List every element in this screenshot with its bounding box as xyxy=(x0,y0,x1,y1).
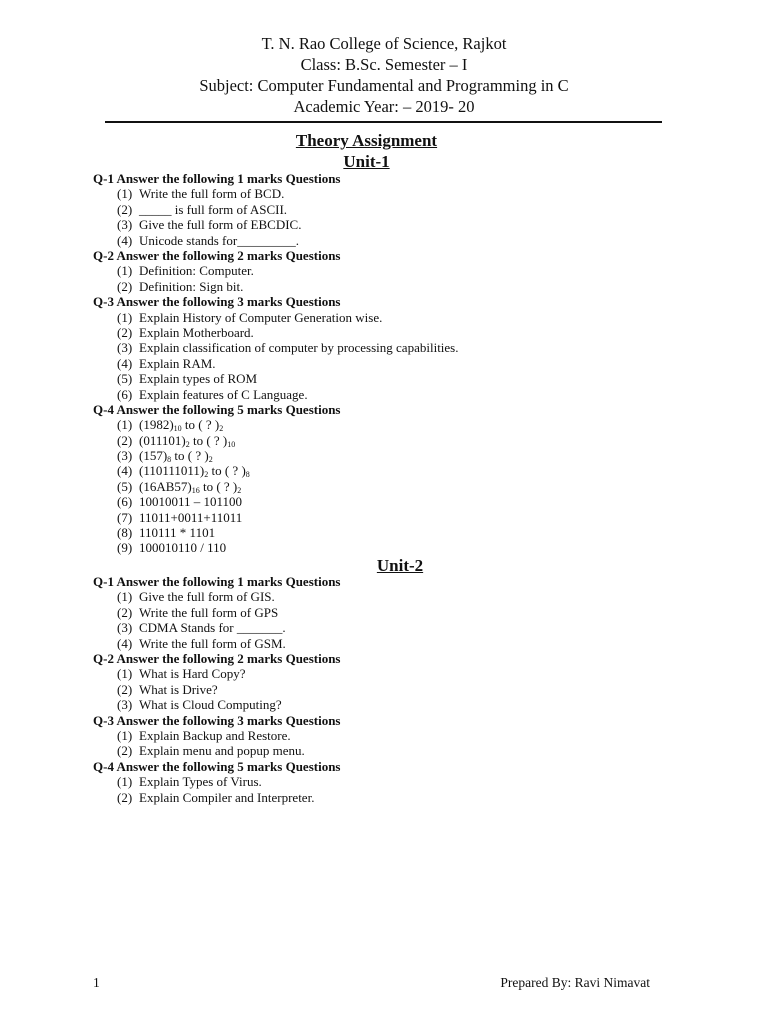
item-text-part: (110111011) xyxy=(139,463,205,479)
question-item xyxy=(93,186,341,201)
page-number: 1 xyxy=(93,975,100,990)
item-text-part: to ( ? ) xyxy=(171,448,209,464)
item-text: Explain Backup and Restore. xyxy=(139,727,291,743)
item-number: (3) xyxy=(117,448,133,464)
item-text: Explain RAM. xyxy=(139,355,216,371)
unit-2-content xyxy=(93,574,341,805)
item-text-part: (157) xyxy=(139,448,168,464)
question-heading: Q-4 Answer the following 5 marks Questions xyxy=(93,758,341,774)
item-text: Definition: Sign bit. xyxy=(139,278,244,294)
class-line: Class: B.Sc. Semester – I xyxy=(300,55,468,74)
question-item xyxy=(93,263,341,278)
question-heading: Q-3 Answer the following 3 marks Questions xyxy=(93,294,341,310)
item-number: (1) xyxy=(117,727,133,743)
question-item xyxy=(93,309,383,325)
question-item xyxy=(93,790,341,805)
question-item xyxy=(93,356,341,371)
question-heading: Q-4 Answer the following 5 marks Questions xyxy=(93,401,341,417)
header-divider xyxy=(105,121,662,123)
item-text: Explain types of ROM xyxy=(139,371,258,387)
item-text: Explain Compiler and Interpreter. xyxy=(139,789,315,805)
item-number: (3) xyxy=(117,340,133,356)
question-item xyxy=(93,325,341,340)
item-number: (3) xyxy=(117,217,133,233)
subject-line: Subject: Computer Fundamental and Programming in C xyxy=(199,76,569,95)
number-base: 16 xyxy=(191,485,200,495)
item-number: (4) xyxy=(117,463,133,479)
question-item xyxy=(93,605,341,620)
item-text-part: (16AB57) xyxy=(139,478,192,494)
item-number: (1) xyxy=(117,186,133,202)
item-text: Write the full form of GSM. xyxy=(139,635,286,651)
item-number: (1) xyxy=(117,774,133,790)
item-text xyxy=(139,417,223,432)
question-item xyxy=(93,525,341,540)
question-heading: Q-2 Answer the following 2 marks Questions xyxy=(93,247,341,263)
number-base: 2 xyxy=(208,455,213,465)
question-item xyxy=(93,636,341,651)
item-number: (9) xyxy=(117,540,133,556)
item-number: (5) xyxy=(117,478,133,494)
item-number: (2) xyxy=(117,201,133,217)
question-item xyxy=(93,417,341,432)
item-text xyxy=(139,463,250,478)
item-text: Explain Types of Virus. xyxy=(139,774,262,790)
item-text: Write the full form of BCD. xyxy=(139,186,285,202)
item-text: Give the full form of EBCDIC. xyxy=(139,217,302,233)
question-item xyxy=(93,666,341,681)
question-item xyxy=(93,463,341,478)
item-text: Explain menu and popup menu. xyxy=(139,743,305,759)
unit-1-title: Unit-1 xyxy=(343,152,390,171)
document-header xyxy=(0,33,768,117)
question-item xyxy=(93,620,341,635)
question-item xyxy=(93,682,341,697)
item-text: Definition: Computer. xyxy=(139,263,254,279)
question-item xyxy=(93,433,341,448)
item-number: (8) xyxy=(117,525,133,541)
question-item xyxy=(93,728,341,743)
question-heading: Q-1 Answer the following 1 marks Questions xyxy=(93,574,341,589)
item-text: _____ is full form of ASCII. xyxy=(139,201,288,217)
item-text-part: (1982) xyxy=(139,417,174,433)
item-number: (4) xyxy=(117,355,133,371)
academic-year: Academic Year: – 2019- 20 xyxy=(293,97,475,116)
assignment-title: Theory Assignment xyxy=(295,131,438,150)
question-item xyxy=(93,233,341,248)
item-text: 100010110 / 110 xyxy=(139,540,227,556)
question-item xyxy=(93,510,341,525)
question-heading: Q-2 Answer the following 2 marks Questions xyxy=(93,650,341,666)
question-item xyxy=(93,279,341,294)
question-item xyxy=(93,202,341,217)
item-text: Explain Motherboard. xyxy=(139,324,254,340)
item-number: (2) xyxy=(117,278,133,294)
item-text: Explain features of C Language. xyxy=(139,386,308,402)
question-item xyxy=(93,340,459,356)
item-text: 11011+0011+11011 xyxy=(139,509,243,525)
prepared-by: Prepared By: Ravi Nimavat xyxy=(500,975,650,990)
question-item xyxy=(93,479,341,494)
question-item xyxy=(93,494,341,509)
question-item xyxy=(93,743,341,758)
question-item xyxy=(93,540,341,555)
item-text: Write the full form of GPS xyxy=(139,604,279,620)
item-text: Explain classification of computer by processing capabilities. xyxy=(139,340,459,356)
item-number: (2) xyxy=(117,604,133,620)
number-base: 2 xyxy=(185,439,190,449)
question-item xyxy=(93,448,341,463)
unit-1-content xyxy=(93,171,459,556)
item-text xyxy=(139,479,241,494)
question-heading: Q-1 Answer the following 1 marks Questions xyxy=(93,171,341,186)
item-text-part: (011101) xyxy=(139,432,186,448)
item-number: (4) xyxy=(117,232,133,248)
item-text: What is Hard Copy? xyxy=(139,666,246,682)
item-number: (6) xyxy=(117,386,133,402)
number-base: 2 xyxy=(204,470,209,480)
item-number: (3) xyxy=(117,620,133,636)
item-text: What is Drive? xyxy=(139,681,218,697)
item-text-part: to ( ? ) xyxy=(181,417,220,433)
item-text xyxy=(139,448,213,463)
item-number: (7) xyxy=(117,509,133,525)
item-number: (1) xyxy=(117,263,133,279)
question-item xyxy=(93,217,341,232)
number-base: 2 xyxy=(219,424,224,434)
number-base: 8 xyxy=(167,455,172,465)
question-heading: Q-3 Answer the following 3 marks Questions xyxy=(93,712,341,728)
item-number: (2) xyxy=(117,432,133,448)
item-number: (1) xyxy=(117,417,133,433)
item-text: What is Cloud Computing? xyxy=(139,697,282,713)
number-base: 8 xyxy=(245,470,250,480)
item-number: (1) xyxy=(117,666,133,682)
item-number: (2) xyxy=(117,789,133,805)
item-number: (1) xyxy=(117,309,133,325)
item-text: 110111 * 1101 xyxy=(139,525,216,541)
question-item xyxy=(93,371,341,386)
item-text: Explain History of Computer Generation wise. xyxy=(139,309,383,325)
number-base: 10 xyxy=(227,439,236,449)
item-text: 10010011 – 101100 xyxy=(139,494,243,510)
item-number: (2) xyxy=(117,681,133,697)
question-item xyxy=(93,387,341,402)
unit-2-title: Unit-2 xyxy=(376,556,424,575)
item-text-part: to ( ? ) xyxy=(199,478,238,494)
item-text: Give the full form of GIS. xyxy=(139,589,275,605)
item-number: (4) xyxy=(117,635,133,651)
college-name: T. N. Rao College of Science, Rajkot xyxy=(261,34,507,53)
item-text: Unicode stands for_________. xyxy=(139,232,299,248)
item-number: (2) xyxy=(117,324,133,340)
item-number: (2) xyxy=(117,743,133,759)
question-item xyxy=(93,774,341,789)
item-number: (5) xyxy=(117,371,133,387)
item-text-part: to ( ? ) xyxy=(189,432,228,448)
number-base: 10 xyxy=(173,424,182,434)
item-text: CDMA Stands for _______. xyxy=(139,620,286,636)
question-item xyxy=(93,589,341,604)
item-number: (3) xyxy=(117,697,133,713)
item-number: (6) xyxy=(117,494,133,510)
item-text xyxy=(139,433,235,448)
item-number: (1) xyxy=(117,589,133,605)
question-item xyxy=(93,697,341,712)
number-base: 2 xyxy=(237,485,242,495)
item-text-part: to ( ? ) xyxy=(208,463,246,479)
